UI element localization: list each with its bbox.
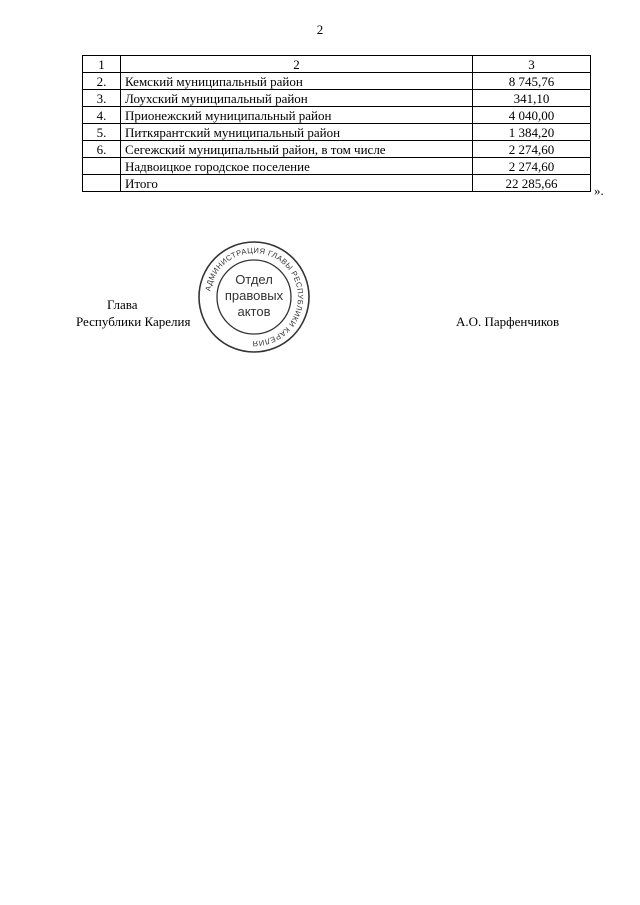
amount: 8 745,76	[473, 73, 591, 90]
district-name: Кемский муниципальный район	[121, 73, 473, 90]
stamp-line1: Отдел	[235, 272, 273, 287]
table-row	[83, 158, 591, 175]
total-amount: 22 285,66	[473, 175, 591, 192]
table-row	[83, 141, 591, 158]
closing-quote: ».	[594, 183, 604, 198]
amount: 341,10	[473, 90, 591, 107]
district-name: Лоухский муниципальный район	[121, 90, 473, 107]
district-name: Надвоицкое городское поселение	[121, 158, 473, 175]
row-number: 6.	[83, 141, 121, 158]
stamp-ring-text: АДМИНИСТРАЦИЯ ГЛАВЫ РЕСПУБЛИКИ КАРЕЛИЯ	[203, 245, 306, 349]
page-number: 2	[316, 22, 324, 37]
row-number: 3.	[83, 90, 121, 107]
header-cell: 2	[121, 56, 473, 73]
row-number	[83, 158, 121, 175]
table-row	[83, 107, 591, 124]
amount: 2 274,60	[473, 158, 591, 175]
amount: 2 274,60	[473, 141, 591, 158]
row-number: 5.	[83, 124, 121, 141]
row-number: 2.	[83, 73, 121, 90]
table-row	[83, 73, 591, 90]
amount: 4 040,00	[473, 107, 591, 124]
district-name: Прионежский муниципальный район	[121, 107, 473, 124]
table-total-row	[83, 175, 591, 192]
signatory-title-line2: Республики Карелия	[76, 314, 191, 329]
header-cell: 3	[473, 56, 591, 73]
official-stamp	[197, 240, 311, 354]
funding-table	[82, 55, 591, 192]
total-label: Итого	[121, 175, 473, 192]
row-number	[83, 175, 121, 192]
row-number: 4.	[83, 107, 121, 124]
stamp-line3: актов	[237, 304, 271, 319]
header-cell: 1	[83, 56, 121, 73]
signatory-name: А.О. Парфенчиков	[456, 314, 560, 329]
table-header-row	[83, 56, 591, 73]
stamp-line2: правовых	[224, 288, 284, 303]
table-row	[83, 90, 591, 107]
amount: 1 384,20	[473, 124, 591, 141]
table-row	[83, 124, 591, 141]
signatory-title-line1: Глава	[107, 297, 138, 312]
district-name: Сегежский муниципальный район, в том числе	[121, 141, 473, 158]
district-name: Питкярантский муниципальный район	[121, 124, 473, 141]
